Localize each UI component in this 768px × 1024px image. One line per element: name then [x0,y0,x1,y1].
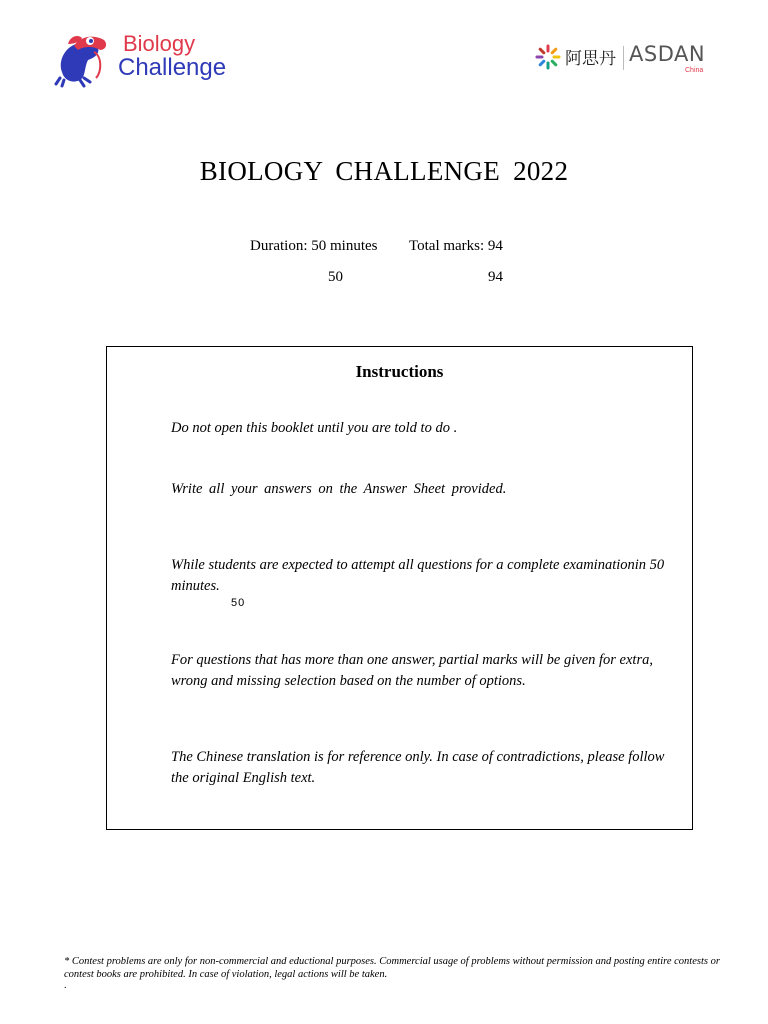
instruction-item: Do not open this booklet until you are told to do . [171,420,458,436]
logo-text-biology: Biology [123,31,196,56]
duration-text: Duration: 50 minutes [250,238,378,254]
total-marks-text-cn: 94 [488,269,503,285]
footnote: * Contest problems are only for non-commercial and eductional purposes. Commercial usage of problems without permission and posting entire contests or contest books are prohibited. In case of violation, legal actions will be taken. [64,956,720,980]
total-marks-text: Total marks: 94 [409,238,503,254]
page-title: BIOLOGY CHALLENGE 2022 [199,156,569,186]
frog-icon [54,32,116,88]
biology-challenge-logo [54,30,244,90]
logo-text-challenge: Challenge [118,54,227,82]
logo-divider [623,46,624,70]
asdan-chinese-name: 阿思丹 [565,49,616,69]
instruction-item-cn: 50 [231,597,246,609]
duration-text-cn: 50 [328,269,343,285]
instruction-item: While students are expected to attempt all questions for a complete examinationin 50 minutes. [171,557,665,594]
instruction-item: For questions that has more than one answer, partial marks will be given for extra, wrong and missing selection based on the number of options. [171,652,653,689]
asdan-burst-icon [535,44,561,70]
instruction-item: The Chinese translation is for reference only. In case of contradictions, please follow the original English text. [171,749,665,786]
asdan-subtitle: China [685,67,704,74]
asdan-name: ASDAN [629,42,706,66]
instructions-box [106,346,693,830]
instructions-heading: Instructions [355,362,444,381]
instruction-item: Write all your answers on the Answer Sheet provided. [171,481,507,497]
footer-mark: . [64,980,67,991]
asdan-logo [535,40,735,80]
